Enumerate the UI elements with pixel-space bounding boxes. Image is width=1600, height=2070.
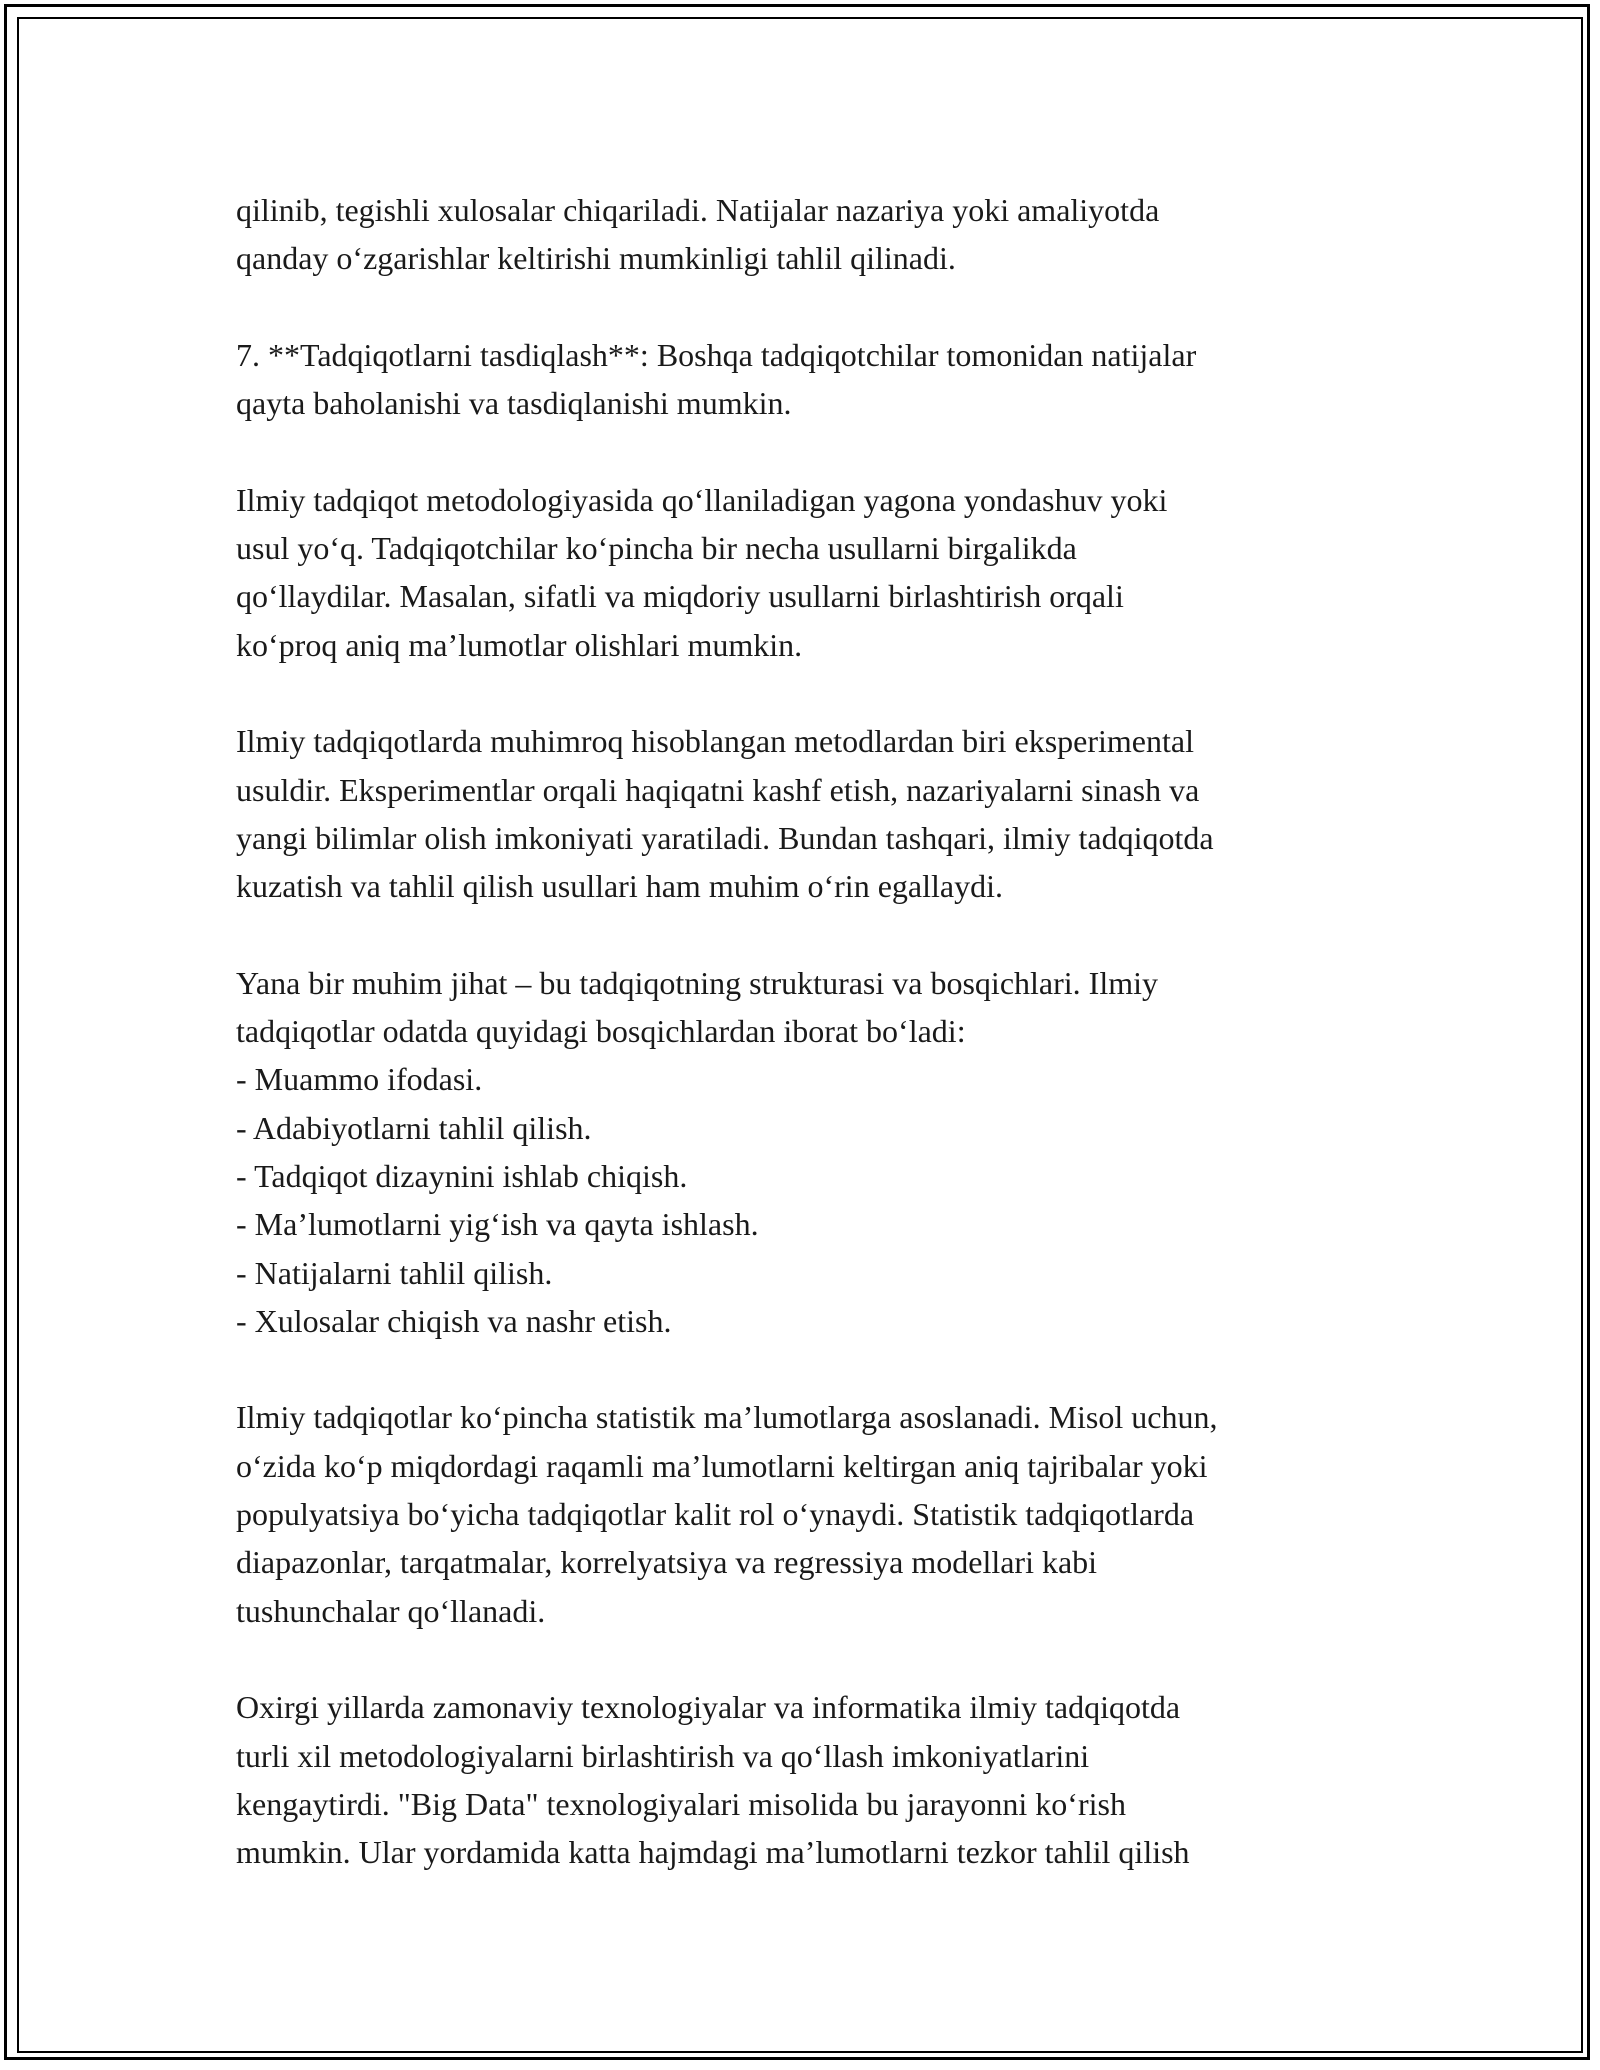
paragraph-methodology-approaches xyxy=(236,476,1366,669)
text-line: Yana bir muhim jihat – bu tadqiqotning strukturasi va bosqichlari. Ilmiy xyxy=(236,964,1158,1001)
list-item: - Tadqiqot dizaynini ishlab chiqish. xyxy=(236,1157,688,1194)
list-item: - Ma’lumotlarni yig‘ish va qayta ishlash. xyxy=(236,1206,759,1243)
paragraph-step-7-verification xyxy=(236,331,1366,428)
text-line: kengaytirdi. "Big Data" texnologiyalari misolida bu jarayonni ko‘rish xyxy=(236,1785,1126,1822)
text-line: ko‘proq aniq ma’lumotlar olishlari mumkin. xyxy=(236,626,803,663)
paragraph-statistical-data xyxy=(236,1393,1366,1634)
paragraph-conclusions-continued xyxy=(236,186,1366,283)
text-line: 7. **Tadqiqotlarni tasdiqlash**: Boshqa tadqiqotchilar tomonidan natijalar xyxy=(236,336,1197,373)
text-line: qanday o‘zgarishlar keltirishi mumkinligi tahlil qilinadi. xyxy=(236,240,956,277)
text-line: mumkin. Ular yordamida katta hajmdagi ma’lumotlarni tezkor tahlil qilish xyxy=(236,1834,1190,1871)
text-line: populyatsiya bo‘yicha tadqiqotlar kalit rol o‘ynaydi. Statistik tadqiqotlarda xyxy=(236,1496,1195,1533)
paragraph-modern-technologies xyxy=(236,1683,1366,1876)
text-line: qilinib, tegishli xulosalar chiqariladi. Natijalar nazariya yoki amaliyotda xyxy=(236,192,1160,228)
text-line: qo‘llaydilar. Masalan, sifatli va miqdoriy usullarni birlashtirish orqali xyxy=(236,578,1124,615)
text-line: o‘zida ko‘p miqdordagi raqamli ma’lumotlarni keltirgan aniq tajribalar yoki xyxy=(236,1447,1208,1484)
text-line: tushunchalar qo‘llanadi. xyxy=(236,1592,546,1629)
text-line: kuzatish va tahlil qilish usullari ham muhim o‘rin egallaydi. xyxy=(236,868,1003,905)
list-item: - Muammo ifodasi. xyxy=(236,1061,483,1098)
document-body xyxy=(236,186,1366,1925)
text-line: tadqiqotlar odatda quyidagi bosqichlardan iborat bo‘ladi: xyxy=(236,1013,966,1050)
paragraph-experimental-method xyxy=(236,717,1366,910)
list-item: - Xulosalar chiqish va nashr etish. xyxy=(236,1302,672,1339)
text-line: Ilmiy tadqiqotlar ko‘pincha statistik ma’lumotlarga asoslanadi. Misol uchun, xyxy=(236,1399,1218,1436)
text-line: yangi bilimlar olish imkoniyati yaratiladi. Bundan tashqari, ilmiy tadqiqotda xyxy=(236,819,1214,856)
text-line: diapazonlar, tarqatmalar, korrelyatsiya va regressiya modellari kabi xyxy=(236,1544,1098,1581)
list-item: - Adabiyotlarni tahlil qilish. xyxy=(236,1109,592,1146)
text-line: qayta baholanishi va tasdiqlanishi mumkin. xyxy=(236,385,792,422)
text-line: usul yo‘q. Tadqiqotchilar ko‘pincha bir necha usullarni birgalikda xyxy=(236,530,1077,567)
text-line: turli xil metodologiyalarni birlashtirish va qo‘llash imkoniyatlarini xyxy=(236,1737,1090,1774)
text-line: Oxirgi yillarda zamonaviy texnologiyalar va informatika ilmiy tadqiqotda xyxy=(236,1689,1181,1726)
list-item: - Natijalarni tahlil qilish. xyxy=(236,1254,553,1291)
text-line: Ilmiy tadqiqotlarda muhimroq hisoblangan metodlardan biri eksperimental xyxy=(236,723,1194,760)
text-line: Ilmiy tadqiqot metodologiyasida qo‘llaniladigan yagona yondashuv yoki xyxy=(236,481,1168,518)
text-line: usuldir. Eksperimentlar orqali haqiqatni kashf etish, nazariyalarni sinash va xyxy=(236,771,1200,808)
paragraph-research-stages xyxy=(236,959,1366,1345)
